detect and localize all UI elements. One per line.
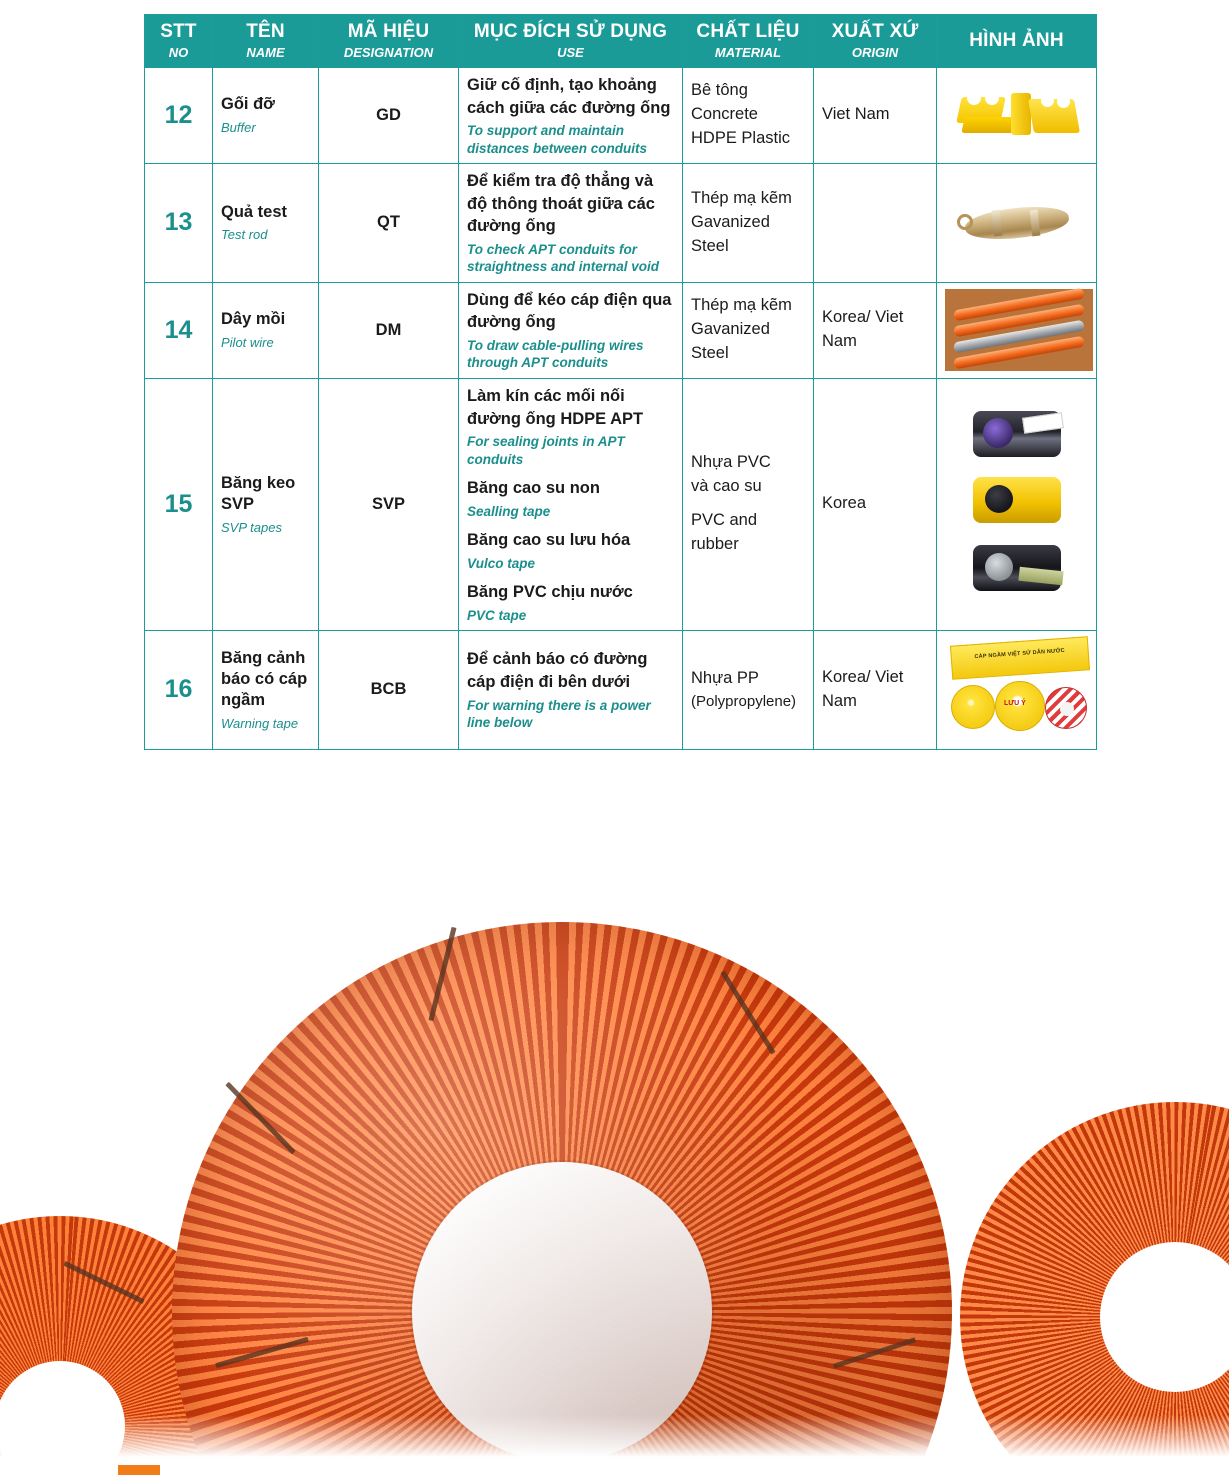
product-specification-table	[144, 14, 1097, 750]
table-row	[145, 282, 1097, 378]
table-row	[145, 163, 1097, 282]
cell-designation: QT	[319, 163, 459, 282]
hero-product-photo	[0, 880, 1229, 1475]
name-english: Warning tape	[221, 715, 299, 731]
cell-use	[459, 163, 683, 282]
material-line: Steel	[691, 344, 729, 363]
use-vietnamese: Để kiểm tra độ thẳng và độ thông thoát giữa các đường ống	[467, 171, 655, 236]
column-header-name: TÊN NAME	[213, 15, 319, 68]
name-vietnamese: Quả test	[221, 202, 288, 221]
material-line: Thép mạ kẽm	[691, 296, 792, 315]
use-english-3: Vulco tape	[467, 555, 536, 571]
use-vietnamese-4: Băng PVC chịu nước	[467, 582, 633, 601]
cell-image	[937, 67, 1097, 163]
column-header-use: MỤC ĐÍCH SỬ DỤNG USE	[459, 15, 683, 68]
material-line: Nhựa PP	[691, 669, 759, 688]
buffer-photo	[945, 79, 1093, 151]
use-english: To support and maintain distances between conduits	[467, 123, 648, 156]
use-vietnamese: Làm kín các mối nối đường ống HDPE APT	[467, 386, 644, 428]
name-english: SVP tapes	[221, 519, 282, 535]
cell-name	[213, 67, 319, 163]
cell-image	[937, 163, 1097, 282]
name-vietnamese: Băng cảnh báo có cáp ngầm	[221, 648, 308, 710]
material-line: Nhựa PVC	[691, 453, 771, 472]
cell-origin: Korea/ Viet Nam	[814, 630, 937, 749]
use-english: To check APT conduits for straightness and internal void	[467, 242, 660, 275]
material-line: Thép mạ kẽm	[691, 188, 792, 207]
cell-material	[683, 282, 814, 378]
cell-stt: 15	[145, 378, 213, 630]
cell-designation: DM	[319, 282, 459, 378]
cell-material	[683, 163, 814, 282]
cell-use	[459, 282, 683, 378]
column-header-designation: MÃ HIỆU DESIGNATION	[319, 15, 459, 68]
table-row	[145, 630, 1097, 749]
use-vietnamese: Giữ cố định, tạo khoảng cách giữa các đường ống	[467, 75, 671, 117]
cell-stt: 14	[145, 282, 213, 378]
material-line: HDPE Plastic	[691, 129, 791, 148]
cell-material	[683, 630, 814, 749]
pilot-wire-photo	[945, 289, 1093, 371]
material-line: Gavanized	[691, 212, 770, 231]
name-english: Pilot wire	[221, 334, 274, 350]
material-line: Concrete	[691, 105, 758, 124]
column-header-origin: XUẤT XỨ ORIGIN	[814, 15, 937, 68]
cell-material	[683, 378, 814, 630]
cell-use	[459, 67, 683, 163]
use-vietnamese: Dùng để kéo cáp điện qua đường ống	[467, 290, 672, 332]
conduit-coil-main	[172, 922, 952, 1475]
material-line: rubber	[691, 535, 739, 554]
material-line: Steel	[691, 236, 729, 255]
table-row	[145, 67, 1097, 163]
cell-material	[683, 67, 814, 163]
warning-tape-photo	[945, 637, 1093, 743]
cell-name	[213, 378, 319, 630]
material-line: Gavanized	[691, 320, 770, 339]
material-line: PVC and	[691, 511, 758, 530]
column-header-material: CHẤT LIỆU MATERIAL	[683, 15, 814, 68]
cell-origin: Korea	[814, 378, 937, 630]
cell-image	[937, 378, 1097, 630]
cell-origin: Korea/ Viet Nam	[814, 282, 937, 378]
use-english: For sealing joints in APT conduits	[467, 434, 625, 467]
use-english-4: PVC tape	[467, 607, 527, 623]
test-rod-photo	[945, 186, 1093, 260]
use-english: For warning there is a power line below	[467, 697, 651, 731]
page-corner-marker	[118, 1465, 160, 1475]
cell-name	[213, 282, 319, 378]
use-vietnamese: Để cảnh báo có đường cáp điện đi bên dưới	[467, 650, 648, 692]
cell-use	[459, 630, 683, 749]
use-vietnamese-2: Băng cao su non	[467, 478, 600, 497]
use-english: To draw cable-pulling wires through APT conduits	[467, 338, 644, 371]
use-english-2: Sealling tape	[467, 503, 551, 519]
table-header-row	[145, 15, 1097, 68]
cell-image	[937, 630, 1097, 749]
cell-designation: GD	[319, 67, 459, 163]
material-line: (Polypropylene)	[691, 692, 797, 710]
cell-designation: BCB	[319, 630, 459, 749]
cell-name	[213, 163, 319, 282]
cell-origin	[814, 163, 937, 282]
name-vietnamese: Dây mồi	[221, 310, 286, 329]
cell-designation: SVP	[319, 378, 459, 630]
name-vietnamese: Băng keo SVP	[221, 473, 296, 514]
svp-tapes-photo	[945, 405, 1093, 603]
column-header-image: HÌNH ẢNH	[937, 15, 1097, 68]
cell-stt: 13	[145, 163, 213, 282]
cell-use	[459, 378, 683, 630]
use-vietnamese-3: Băng cao su lưu hóa	[467, 530, 631, 549]
photo-bottom-fade	[0, 1415, 1229, 1475]
warning-tape-banner-text: CÁP NGẦM VIỆT SỬ DẪN NƯỚC	[974, 647, 1066, 661]
name-english: Buffer	[221, 119, 256, 135]
table-row	[145, 378, 1097, 630]
column-header-stt: STT NO	[145, 15, 213, 68]
specification-table-container	[144, 14, 1092, 750]
material-line: và cao su	[691, 477, 762, 496]
cell-stt: 16	[145, 630, 213, 749]
warning-roll-label: LƯU Ý	[1004, 699, 1026, 707]
name-english: Test rod	[221, 227, 268, 243]
cell-image	[937, 282, 1097, 378]
cell-stt: 12	[145, 67, 213, 163]
cell-name	[213, 630, 319, 749]
name-vietnamese: Gối đỡ	[221, 95, 275, 114]
material-line: Bê tông	[691, 81, 748, 100]
cell-origin: Viet Nam	[814, 67, 937, 163]
